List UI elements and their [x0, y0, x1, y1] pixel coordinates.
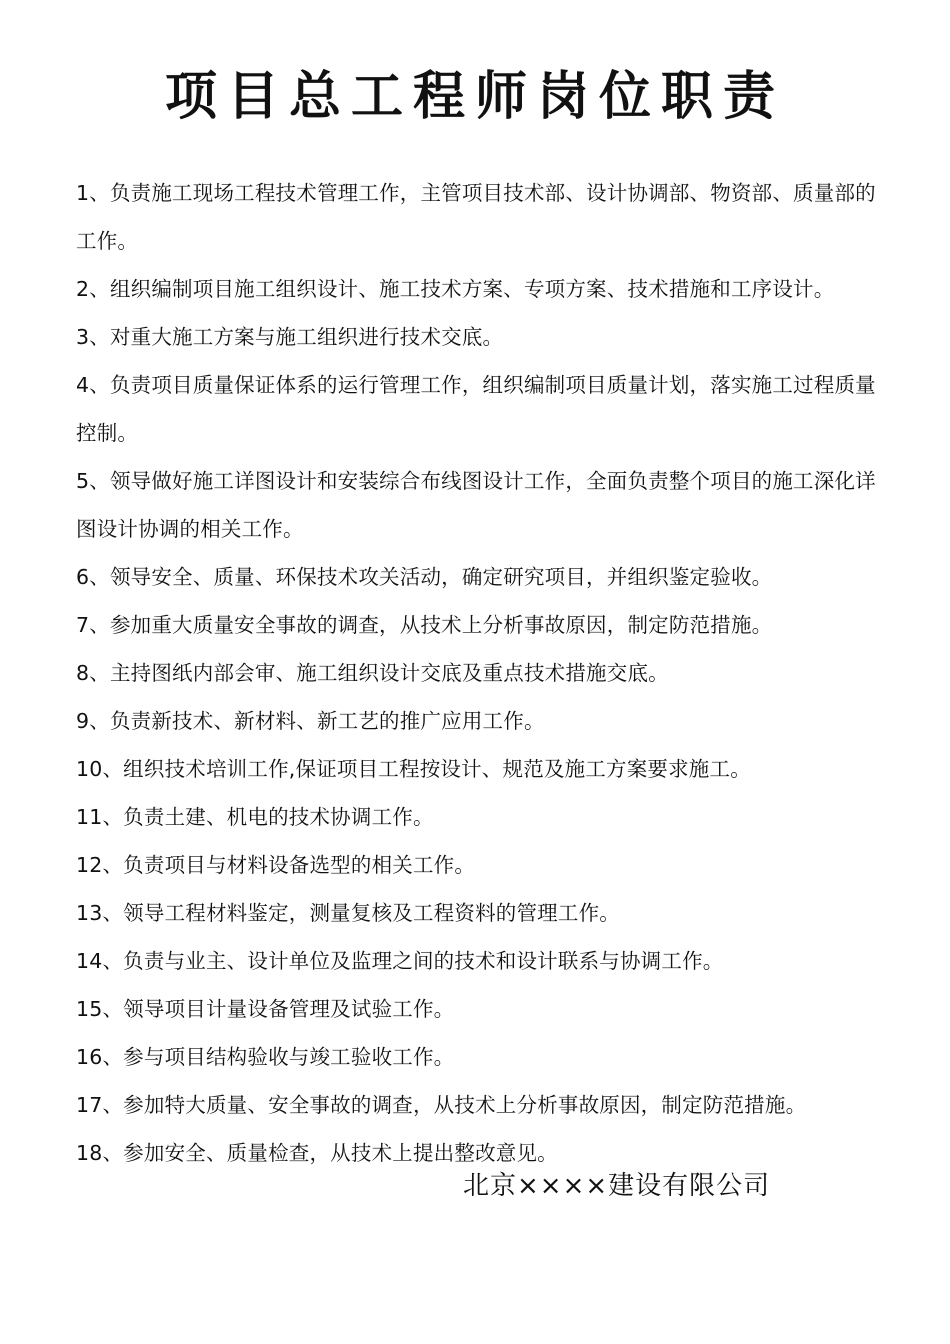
- duty-item: 17、参加特大质量、安全事故的调查，从技术上分析事故原因，制定防范措施。: [76, 1093, 807, 1117]
- duty-item: 18、参加安全、质量检查，从技术上提出整改意见。: [76, 1141, 558, 1165]
- duty-item: 1、负责施工现场工程技术管理工作，主管项目技术部、设计协调部、物资部、质量部的工作。: [76, 181, 876, 253]
- duty-item: 9、负责新技术、新材料、新工艺的推广应用工作。: [76, 709, 545, 733]
- duty-item: 2、组织编制项目施工组织设计、施工技术方案、专项方案、技术措施和工序设计。: [76, 277, 835, 301]
- duty-item: 6、领导安全、质量、环保技术攻关活动，确定研究项目，并组织鉴定验收。: [76, 565, 773, 589]
- duty-item: 5、领导做好施工详图设计和安装综合布线图设计工作，全面负责整个项目的施工深化详图设计协调的相关工作。: [76, 469, 876, 541]
- duty-item: 10、组织技术培训工作,保证项目工程按设计、规范及施工方案要求施工。: [76, 757, 751, 781]
- duty-item: 4、负责项目质量保证体系的运行管理工作，组织编制项目质量计划，落实施工过程质量控制。: [76, 373, 876, 445]
- company-signature: 北京××××建设有限公司: [463, 1171, 771, 1201]
- duty-item: 15、领导项目计量设备管理及试验工作。: [76, 997, 455, 1021]
- duty-list: [76, 169, 882, 1177]
- duty-item: 3、对重大施工方案与施工组织进行技术交底。: [76, 325, 504, 349]
- duty-item: 14、负责与业主、设计单位及监理之间的技术和设计联系与协调工作。: [76, 949, 724, 973]
- duty-item: 13、领导工程材料鉴定，测量复核及工程资料的管理工作。: [76, 901, 620, 925]
- duty-item: 8、主持图纸内部会审、施工组织设计交底及重点技术措施交底。: [76, 661, 669, 685]
- duty-item: 7、参加重大质量安全事故的调查，从技术上分析事故原因，制定防范措施。: [76, 613, 773, 637]
- duty-item: 12、负责项目与材料设备选型的相关工作。: [76, 853, 476, 877]
- document-title: 项目总工程师岗位职责: [164, 67, 785, 127]
- duty-item: 16、参与项目结构验收与竣工验收工作。: [76, 1045, 455, 1069]
- duty-item: 11、负责土建、机电的技术协调工作。: [76, 805, 434, 829]
